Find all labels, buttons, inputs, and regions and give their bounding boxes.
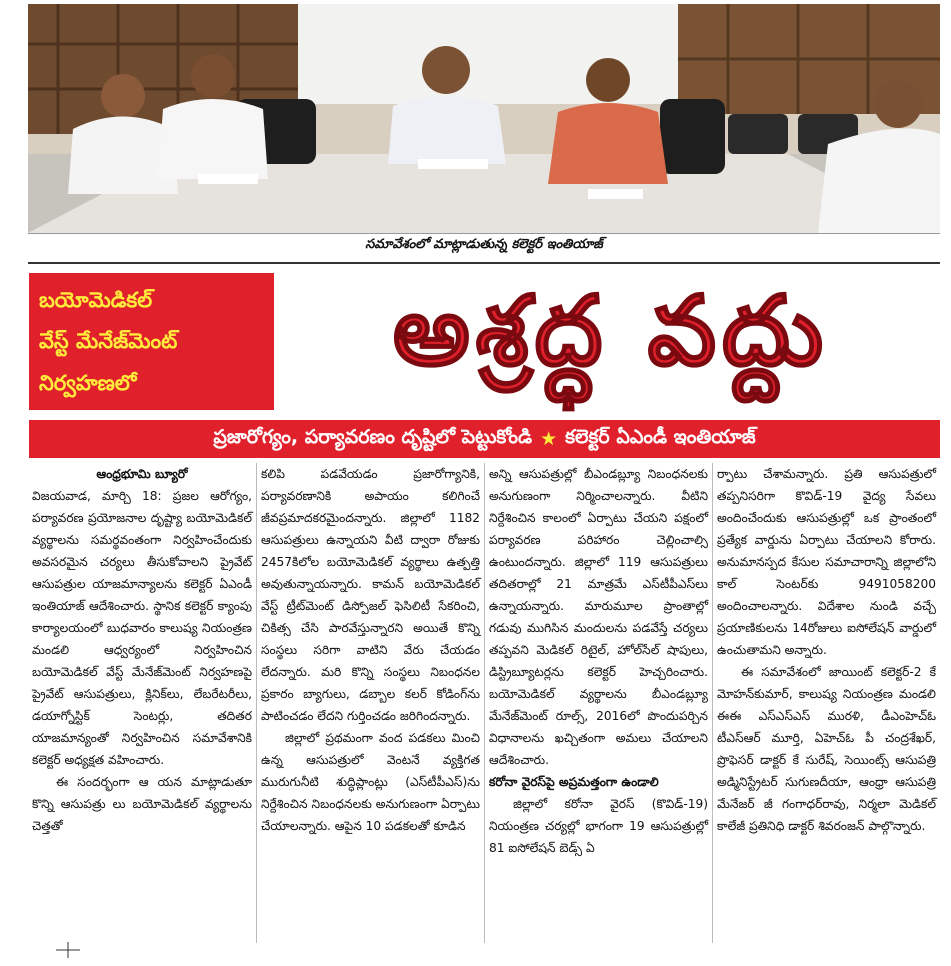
kicker-line-3: నిర్వహణలో <box>39 371 137 396</box>
paragraph: ర్పాటు చేశామన్నారు. ప్రతి ఆసుపత్రులో తప్పనిసరిగా కొవిడ్-19 వైద్య సేవలు అందించేందుకు ఆసుపత్రుల్లో ఒక ప్రాంతంలో ప్రత్యేక వార్డును ఏర్పాటు చేయాలని కోరారు. అనుమానస్పద కేసుల సమాచారాన్ని జిల్లాలోని కాల్ సెంటర్‌కు 9491058200 అందించాలన్నారు. విదేశాల నుండి వచ్చే ప్రయాణికులను 14రోజులు ఐసోలేషన్ వార్డులో ఉంచుతామని అన్నారు. <box>717 467 936 657</box>
paragraph: ఈ సందర్భంగా ఆ యన మాట్లాడుతూ కొన్ని ఆసుపత్రు లు బయోమెడికల్ వ్యర్థాలను చెత్తతో <box>32 775 252 833</box>
kicker-line-1: బయోమెడికల్ <box>39 287 153 312</box>
main-headline: అశ్రద్ధ వద్దు <box>392 274 830 387</box>
paragraph: కలిపి పడవేయడం ప్రజారోగ్యానికి, పర్యావరణానికి అపాయం కలిగించే జీవప్రమాదకరమైందన్నారు. జిల్లాలో 1182 ఆసుపత్రులు ఉన్నాయని వీటి ద్వారా రోజుకు 2457కిలోల బయోమెడికల్ వ్యర్థాలు ఉత్పత్తి అవుతున్నాయన్నారు. కామన్ బయోమెడికల్ వేస్ట్ ట్రీట్‌మెంట్ డిస్పోజల్ ఫెసిలిటీ సేకరించి, చికిత్స చేసి పారవేస్తున్నారని అయితే కొన్ని సంస్థలు సరిగా వాటిని వేరు చేయడం లేదన్నారు. మరి కొన్ని సంస్థలు నిబంధనల ప్రకారం బ్యాగులు, డబ్బాల కలర్ కోడింగ్‌ను పాటించడం లేదని గుర్తించడం జరిగిందన్నారు. <box>261 467 480 723</box>
paragraph: అన్ని ఆసుపత్రుల్లో బీఎండబ్ల్యూ నిబంధనలకు అనుగుణంగా నిర్మించాలన్నారు. వీటిని నిర్దేశించిన కాలంలో ఏర్పాటు చేయని పక్షంలో పర్యావరణ పరిహారం చెల్లించాల్సి ఉంటుందన్నారు. జిల్లాలో 119 ఆసుపత్రులు తదితరాల్లో 21 మాత్రమే ఎస్‌టీపీఎస్‌లు ఉన్నాయన్నారు. మారుమూల ప్రాంతాల్లో గడువు ముగిసిన మందులను పడవేస్తే చర్యలు తప్పవని మెడికల్ రిటైల్, హోల్‌సేల్ షాపులు, డిస్ట్రిబ్యూటర్లను కలెక్టర్ హెచ్చరించారు. బయోమెడికల్ వ్యర్థాలను బీఎండబ్ల్యూ మేనేజ్‌మెంట్ రూల్స్, 2016లో పొందుపర్చిన విధానాలను ఖచ్చితంగా అమలు చేయాలని ఆదేశించారు. <box>489 467 708 767</box>
paragraph: జిల్లాలో ప్రథమంగా వంద పడకలు మించి ఉన్న ఆసుపత్రులో వెంటనే వ్యక్తిగత మురుగునీటి శుద్ధిప్లాంట్లు (ఎస్‌టీపీఎస్)ను నిర్దేశించిన నిబంధనలకు అనుగుణంగా ఏర్పాటు చేయాలన్నారు. ఆపైన 10 పడకలతో కూడిన <box>261 731 480 833</box>
paragraph: జిల్లాలో కరోనా వైరస్ (కొవిడ్-19) నియంత్రణ చర్యల్లో భాగంగా 19 ఆసుపత్రుల్లో 81 ఐసోలేషన్ బెడ్స్ ఏ <box>489 797 708 855</box>
meeting-photo-illustration <box>28 4 940 233</box>
star-icon: ★ <box>540 428 558 450</box>
subhead-left: ప్రజారోగ్యం, పర్యావరణం దృష్టిలో పెట్టుకోండి <box>213 425 533 448</box>
paragraph: ఈ సమావేశంలో జాయింట్ కలెక్టర్-2 కే మోహన్‌కుమార్, కాలుష్య నియంత్రణ మండలి ఈఈ ఎస్‌ఎస్‌ఎస్ మురళి, డీఎంహెచ్‌ఓ టీఎస్‌ఆర్ మూర్తి, ఏహెచ్‌ఓ పీ చంద్రశేఖర్, ప్రొఫెసర్ డాక్టర్ కే సురేష్, సెయింట్స్ ఆసుపత్రి అడ్మినిస్ట్రేటర్ సుగుణదీయా, ఆంధ్రా ఆసుపత్రి మేనేజర్ జీ గంగాధర్‌రావు, నిర్మలా మెడికల్ కాలేజీ ప్రతినిధి డాక్టర్ శివరంజన్ పాల్గొన్నారు. <box>717 665 936 833</box>
subhead-right: కలెక్టర్ ఏఎండీ ఇంతియాజ్ <box>565 425 756 448</box>
byline: ఆంధ్రభూమి బ్యూరో <box>96 467 188 481</box>
divider <box>28 262 940 264</box>
article-column-3 <box>484 463 712 943</box>
article-column-1 <box>28 463 256 943</box>
article-column-2 <box>256 463 484 943</box>
crosshair-mark-icon <box>56 940 80 960</box>
section-subtitle: కరోనా వైరస్‌పై అప్రమత్తంగా ఉండాలి <box>489 775 659 789</box>
headline-kicker <box>29 273 274 410</box>
article-column-4 <box>712 463 940 943</box>
kicker-line-2: వేస్ట్ మేనేజ్‌మెంట్ <box>39 329 178 354</box>
photo-caption: సమావేశంలో మాట్లాడుతున్న కలెక్టర్ ఇంతియాజ్ <box>365 237 603 252</box>
paragraph: విజయవాడ, మార్చి 18: ప్రజల ఆరోగ్యం, పర్యావరణ ప్రయోజనాల దృష్ట్యా బయోమెడికల్ వ్యర్థాలను సమర్థవంతంగా నిర్వహించేందుకు అవసరమైన చర్యలు తీసుకోవాలని ప్రైవేట్ ఆసుపత్రుల యాజమాన్యాలను కలెక్టర్ ఏఎండీ ఇంతియాజ్ ఆదేశించారు. స్థానిక కలెక్టర్ క్యాంపు కార్యాలయంలో బుధవారం కాలుష్య నియంత్రణ మండలి ఆధ్వర్యంలో నిర్వహించిన బయోమెడికల్ వేస్ట్ మేనేజ్‌మెంట్ నిర్వహణపై ప్రైవేట్ ఆసుపత్రులు, క్లినిక్‌లు, లేబరేటరీలు, డయాగ్నోస్టిక్ సెంటర్లు, తదితర యాజమాన్యంతో నిర్వహించిన సమావేశానికి కలెక్టర్ అధ్యక్షత వహించారు. <box>32 489 252 767</box>
article-body <box>28 463 940 943</box>
subhead-band <box>29 420 940 458</box>
meeting-photo <box>28 4 940 234</box>
